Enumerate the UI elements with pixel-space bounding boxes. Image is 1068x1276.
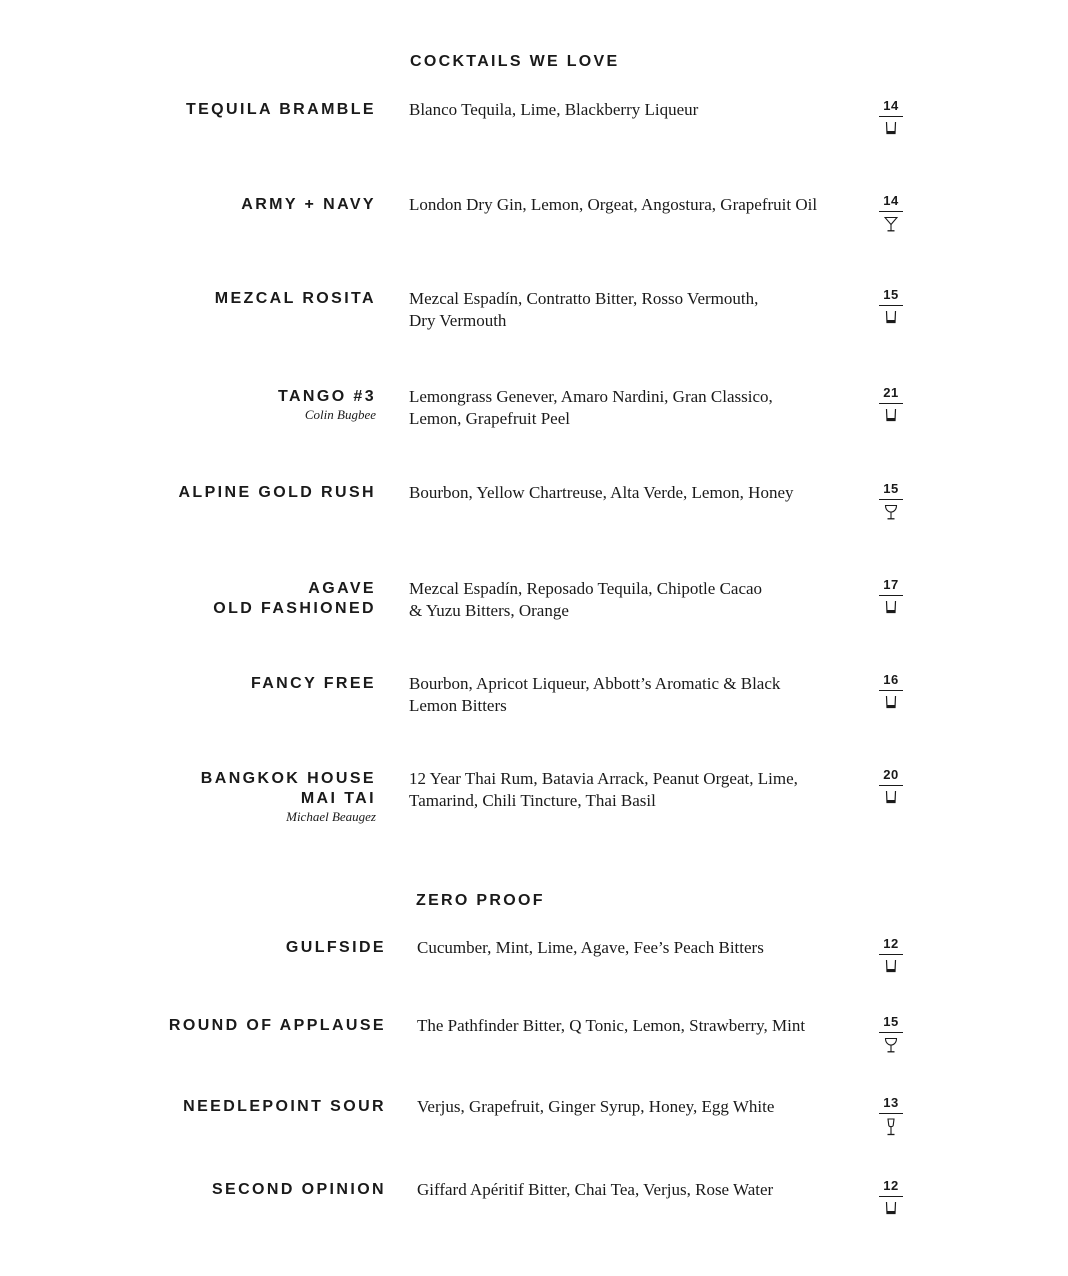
price-block <box>879 767 903 809</box>
rocks-glass-icon <box>879 600 903 619</box>
rocks-glass-icon <box>879 1201 903 1220</box>
drink-name <box>201 769 376 825</box>
rocks-glass-icon <box>879 790 903 809</box>
price-block <box>879 1014 903 1058</box>
drink-price: 12 <box>879 936 903 955</box>
drink-description <box>409 673 780 716</box>
drink-description <box>417 1015 805 1037</box>
drink-description <box>409 578 762 621</box>
drink-price: 17 <box>879 577 903 596</box>
drink-description-line: Dry Vermouth <box>409 310 507 330</box>
drink-price: 14 <box>879 193 903 212</box>
drink-price: 15 <box>879 481 903 500</box>
drink-name-line: TANGO #3 <box>277 388 376 405</box>
drink-name <box>278 387 376 423</box>
drink-price: 15 <box>879 1014 903 1033</box>
section-title-cocktails: COCKTAILS WE LOVE <box>410 53 620 70</box>
drink-description-line: Bourbon, Yellow Chartreuse, Alta Verde, Lemon, Honey <box>409 483 794 502</box>
bartender-credit: Michael Beaugez <box>286 809 376 824</box>
drink-name <box>241 195 376 215</box>
drink-description-line: London Dry Gin, Lemon, Orgeat, Angostura, Grapefruit Oil <box>409 195 818 214</box>
drink-price: 13 <box>879 1095 903 1114</box>
drink-description-line: & Yuzu Bitters, Orange <box>409 600 569 620</box>
drink-name <box>183 1097 386 1117</box>
rocks-glass-icon <box>879 959 903 978</box>
bartender-credit: Colin Bugbee <box>304 407 376 422</box>
drink-name-line: OLD FASHIONED <box>213 600 376 617</box>
drink-name-line: BANGKOK HOUSE <box>200 770 376 787</box>
price-block <box>879 481 903 525</box>
price-block <box>879 672 903 714</box>
price-block <box>879 193 903 237</box>
drink-description-line: Giffard Apéritif Bitter, Chai Tea, Verjus, Rose Water <box>417 1180 774 1199</box>
rocks-glass-icon <box>879 695 903 714</box>
drink-description <box>409 482 794 504</box>
drink-description-line: Cucumber, Mint, Lime, Agave, Fee’s Peach Bitters <box>417 938 764 957</box>
drink-name-line: MAI TAI <box>300 790 376 807</box>
drink-description <box>417 1096 774 1118</box>
drink-description <box>409 194 817 216</box>
drink-description-line: Lemongrass Genever, Amaro Nardini, Gran Classico, <box>409 387 773 406</box>
price-block <box>879 1178 903 1220</box>
drink-name <box>178 483 376 503</box>
drink-name-line: ARMY + NAVY <box>241 196 376 213</box>
drink-name <box>212 1180 386 1200</box>
drink-description-line: Mezcal Espadín, Contratto Bitter, Rosso Vermouth, <box>409 289 759 308</box>
drink-price: 14 <box>879 98 903 117</box>
coupe-glass-icon <box>879 1037 903 1058</box>
price-block <box>879 1095 903 1141</box>
drink-description <box>409 386 773 429</box>
drink-price: 16 <box>879 672 903 691</box>
drink-description <box>417 937 764 959</box>
drink-name <box>251 674 376 694</box>
drink-name-line: ROUND OF APPLAUSE <box>168 1017 386 1034</box>
drink-price: 20 <box>879 767 903 786</box>
price-block <box>879 287 903 329</box>
drink-name-line: ALPINE GOLD RUSH <box>178 484 376 501</box>
drink-name-line: MEZCAL ROSITA <box>214 290 376 307</box>
martini-glass-icon <box>879 216 903 237</box>
rocks-glass-icon <box>879 121 903 140</box>
drink-name-line: FANCY FREE <box>250 675 376 692</box>
drink-description <box>409 768 798 811</box>
price-block <box>879 98 903 140</box>
drink-description-line: Lemon Bitters <box>409 695 507 715</box>
rocks-glass-icon <box>879 310 903 329</box>
drink-name <box>213 579 376 619</box>
drink-description-line: 12 Year Thai Rum, Batavia Arrack, Peanut Orgeat, Lime, <box>409 769 798 788</box>
drink-name-line: GULFSIDE <box>285 939 386 956</box>
drink-name <box>169 1016 386 1036</box>
price-block <box>879 385 903 427</box>
price-block <box>879 936 903 978</box>
drink-name-line: SECOND OPINION <box>211 1181 386 1198</box>
drink-description <box>409 99 698 121</box>
price-block <box>879 577 903 619</box>
drink-name <box>186 100 376 120</box>
drink-description-line: Tamarind, Chili Tincture, Thai Basil <box>409 790 656 810</box>
drink-name <box>215 289 376 309</box>
coupe-glass-icon <box>879 504 903 525</box>
drink-description-line: The Pathfinder Bitter, Q Tonic, Lemon, Strawberry, Mint <box>417 1016 806 1035</box>
drink-price: 12 <box>879 1178 903 1197</box>
drink-description <box>409 288 758 331</box>
drink-name-line: NEEDLEPOINT SOUR <box>183 1098 386 1115</box>
drink-name-line: AGAVE <box>308 580 376 597</box>
section-title-zero-proof: ZERO PROOF <box>416 892 545 909</box>
drink-description-line: Blanco Tequila, Lime, Blackberry Liqueur <box>409 100 699 119</box>
drink-price: 21 <box>879 385 903 404</box>
drink-description-line: Mezcal Espadín, Reposado Tequila, Chipotle Cacao <box>409 579 763 598</box>
drink-description-line: Lemon, Grapefruit Peel <box>409 408 570 428</box>
drink-price: 15 <box>879 287 903 306</box>
drink-name <box>286 938 386 958</box>
drink-description-line: Bourbon, Apricot Liqueur, Abbott’s Aromatic & Black <box>409 674 781 693</box>
flute-glass-icon <box>879 1118 903 1141</box>
drink-description-line: Verjus, Grapefruit, Ginger Syrup, Honey, Egg White <box>417 1097 775 1116</box>
drink-name-line: TEQUILA BRAMBLE <box>185 101 376 118</box>
drink-description <box>417 1179 773 1201</box>
rocks-glass-icon <box>879 408 903 427</box>
